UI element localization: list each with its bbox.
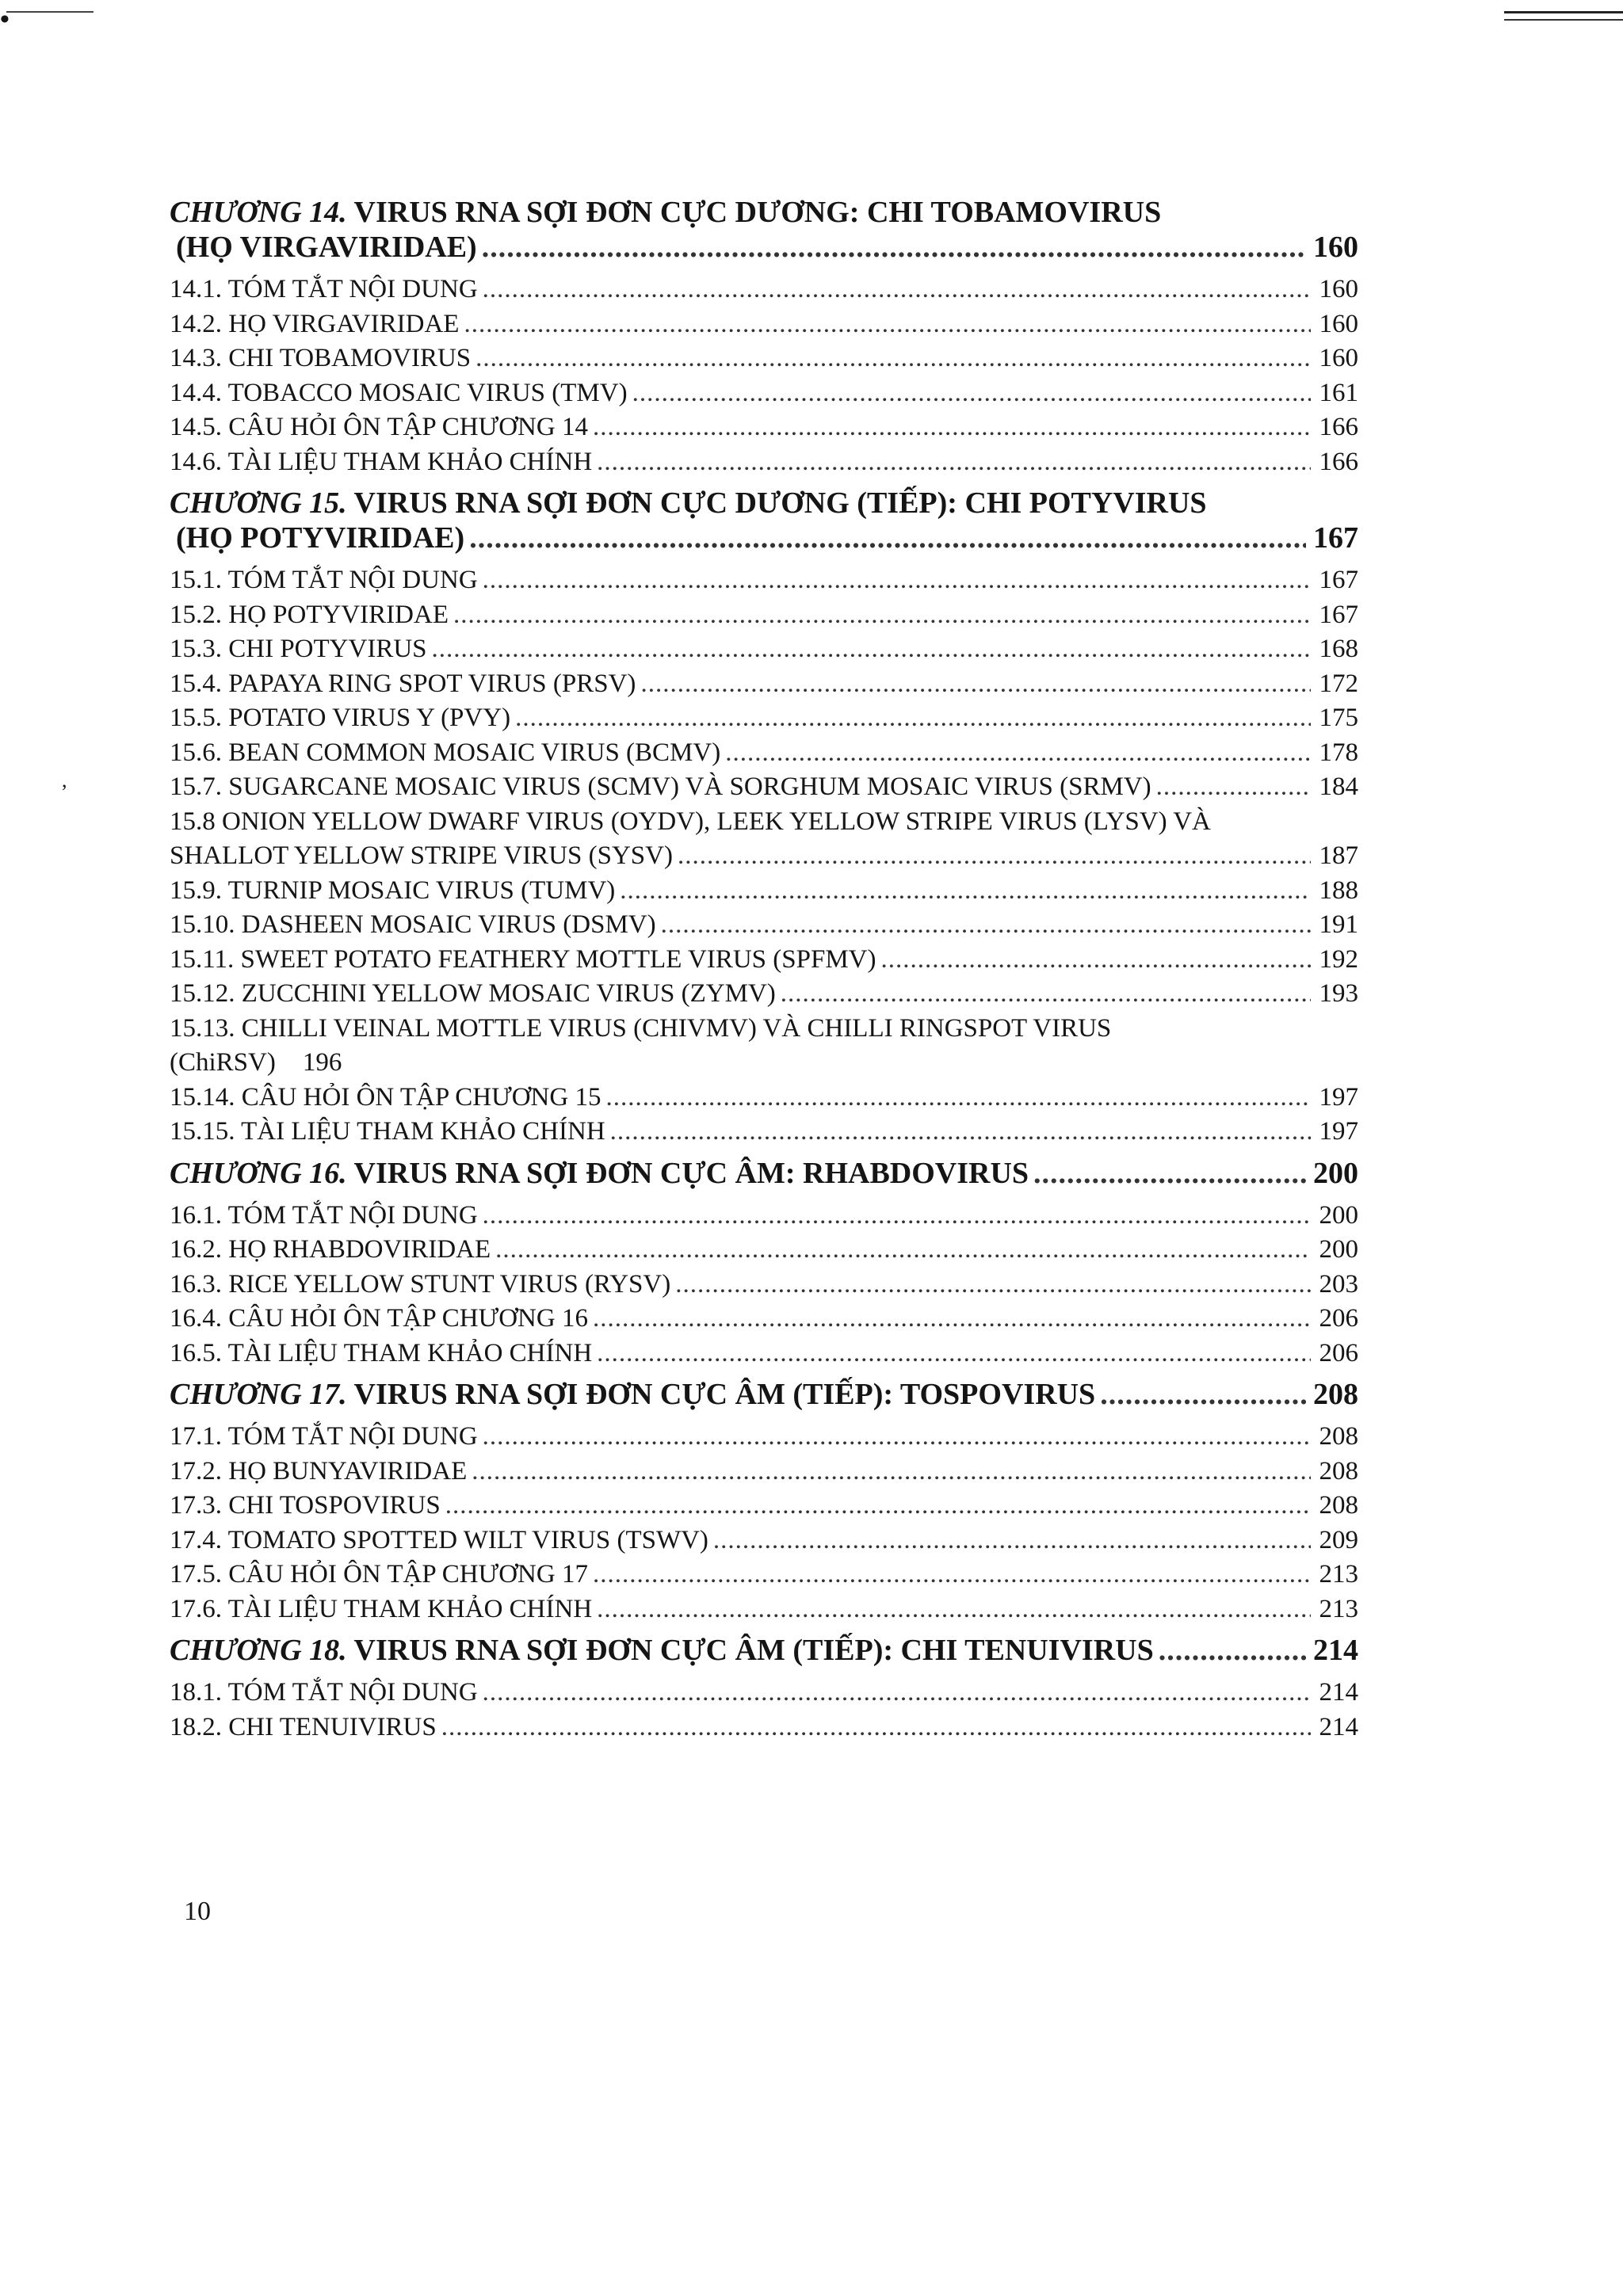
toc-entry-page: 175 <box>1319 704 1358 732</box>
toc-entry[interactable] <box>170 1337 1358 1371</box>
toc-entry-page: 208 <box>1319 1491 1358 1520</box>
chapter-title-continued: (HỌ POTYVIRIDAE) <box>176 521 465 555</box>
toc-entry-title: 14.5. CÂU HỎI ÔN TẬP CHƯƠNG 14 <box>170 413 588 441</box>
dot-leader <box>675 1268 1311 1302</box>
toc-entry-line[interactable] <box>170 1012 1358 1047</box>
toc-entry-title: 14.2. HỌ VIRGAVIRIDAE <box>170 309 460 338</box>
toc-entry-title: 15.14. CÂU HỎI ÔN TẬP CHƯƠNG 15 <box>170 1082 601 1112</box>
toc-entry[interactable] <box>170 667 1358 702</box>
toc-entry-page: 206 <box>1319 1304 1358 1333</box>
toc-entry-page: 167 <box>1319 600 1358 629</box>
chapter-heading[interactable] <box>170 486 1358 555</box>
chapter-section <box>170 486 1358 1150</box>
toc-entry-page: 172 <box>1319 669 1358 698</box>
toc-entry[interactable] <box>170 839 1358 874</box>
dot-leader <box>713 1524 1311 1558</box>
table-of-contents <box>170 195 1358 1745</box>
chapter-title: VIRUS RNA SỢI ĐƠN CỰC ÂM (TIẾP): CHI TENUIVIRUS <box>353 1634 1154 1667</box>
dot-leader <box>1100 1377 1306 1412</box>
dot-leader <box>482 230 1306 265</box>
toc-entry[interactable] <box>170 1489 1358 1524</box>
toc-entry-title: 15.6. BEAN COMMON MOSAIC VIRUS (BCMV) <box>170 738 721 767</box>
toc-entry-page: 213 <box>1319 1594 1358 1623</box>
toc-entry-title: 17.4. TOMATO SPOTTED WILT VIRUS (TSWV) <box>170 1525 708 1554</box>
dot-leader <box>593 410 1311 445</box>
toc-entry-title: 16.2. HỌ RHABDOVIRIDAE <box>170 1235 491 1264</box>
toc-entry[interactable] <box>170 1268 1358 1302</box>
toc-entry[interactable] <box>170 1455 1358 1489</box>
chapter-heading-line <box>170 521 1358 555</box>
dot-leader <box>725 736 1311 771</box>
dot-leader <box>781 977 1311 1012</box>
toc-entry-title: 15.13. CHILLI VEINAL MOTTLE VIRUS (CHIVMV) VÀ CHILLI RINGSPOT VIRUS <box>170 1013 1112 1043</box>
toc-entry[interactable] <box>170 701 1358 736</box>
toc-entry[interactable] <box>170 1420 1358 1455</box>
chapter-title: VIRUS RNA SỢI ĐƠN CỰC DƯƠNG: CHI TOBAMOVIRUS <box>353 196 1162 229</box>
toc-entry-page: 203 <box>1319 1269 1358 1299</box>
toc-entry-title: 15.5. POTATO VIRUS Y (PVY) <box>170 704 511 732</box>
toc-entry-page: 184 <box>1319 772 1358 801</box>
chapter-title: VIRUS RNA SỢI ĐƠN CỰC DƯƠNG (TIẾP): CHI POTYVIRUS <box>353 486 1207 520</box>
page-number: 10 <box>184 1897 211 1926</box>
toc-entry-page: 214 <box>1319 1712 1358 1741</box>
dot-leader <box>445 1489 1311 1524</box>
chapter-heading-line <box>170 230 1358 265</box>
dot-leader <box>678 839 1311 874</box>
chapter-page-number: 208 <box>1313 1378 1358 1411</box>
dot-leader <box>1033 1156 1306 1191</box>
toc-entry[interactable] <box>170 445 1358 480</box>
chapter-title-continued: (HỌ VIRGAVIRIDAE) <box>176 231 477 264</box>
toc-entry-page: 168 <box>1319 635 1358 663</box>
dot-leader <box>469 521 1306 555</box>
toc-entry-title: 14.1. TÓM TẮT NỘI DUNG <box>170 275 478 303</box>
dot-leader <box>495 1233 1311 1268</box>
dot-leader <box>605 1081 1311 1116</box>
toc-entry[interactable] <box>170 1676 1358 1711</box>
toc-entry-page: 208 <box>1319 1456 1358 1486</box>
chapter-title: VIRUS RNA SỢI ĐƠN CỰC ÂM: RHABDOVIRUS <box>353 1156 1029 1190</box>
toc-entry[interactable] <box>170 563 1358 598</box>
toc-entry-title: 16.4. CÂU HỎI ÔN TẬP CHƯƠNG 16 <box>170 1304 588 1333</box>
toc-entry[interactable] <box>170 1558 1358 1592</box>
toc-entry[interactable] <box>170 874 1358 909</box>
toc-entry-title: (ChiRSV) <box>170 1048 276 1077</box>
toc-entry-page: 213 <box>1319 1560 1358 1589</box>
chapter-heading[interactable] <box>170 1377 1358 1412</box>
toc-entry-title: 15.12. ZUCCHINI YELLOW MOSAIC VIRUS (ZYMV) <box>170 979 776 1008</box>
chapter-heading-line <box>170 486 1358 521</box>
toc-entry-title: 14.3. CHI TOBAMOVIRUS <box>170 344 472 372</box>
dot-leader <box>610 1115 1311 1150</box>
toc-entry[interactable] <box>170 307 1358 342</box>
dot-leader <box>597 1337 1311 1371</box>
chapter-heading[interactable] <box>170 1633 1358 1668</box>
dot-leader <box>432 632 1311 667</box>
toc-entry[interactable] <box>170 376 1358 411</box>
dot-leader <box>632 376 1311 411</box>
dot-leader <box>472 1455 1311 1489</box>
toc-entry-title: 17.3. CHI TOSPOVIRUS <box>170 1491 441 1520</box>
toc-entry-page: 188 <box>1319 875 1358 905</box>
toc-entry-page: 187 <box>1319 841 1358 870</box>
toc-entry[interactable] <box>170 598 1358 633</box>
toc-entry-title: 15.1. TÓM TẮT NỘI DUNG <box>170 566 478 594</box>
toc-entry[interactable] <box>170 1524 1358 1558</box>
dot-leader <box>483 1420 1311 1455</box>
dot-leader <box>593 1302 1311 1337</box>
toc-entry-page: 160 <box>1319 275 1358 303</box>
toc-entry-page: 196 <box>302 1048 342 1077</box>
toc-entry-title: 15.2. HỌ POTYVIRIDAE <box>170 600 449 629</box>
chapter-title-group <box>170 1633 1154 1668</box>
toc-entry-page: 206 <box>1319 1338 1358 1367</box>
toc-entry-title: 15.15. TÀI LIỆU THAM KHẢO CHÍNH <box>170 1117 605 1146</box>
toc-entry-page: 197 <box>1319 1082 1358 1112</box>
toc-entry[interactable] <box>170 273 1358 307</box>
chapter-page-number: 200 <box>1313 1156 1358 1190</box>
toc-entry-title: 15.9. TURNIP MOSAIC VIRUS (TUMV) <box>170 875 616 905</box>
toc-entry-page: 191 <box>1319 910 1358 939</box>
chapter-title-group <box>170 1377 1095 1412</box>
chapter-heading-line <box>170 195 1358 230</box>
dot-leader <box>597 1592 1311 1627</box>
toc-entry[interactable] <box>170 341 1358 376</box>
dot-leader <box>597 445 1311 480</box>
toc-entry-title: 17.6. TÀI LIỆU THAM KHẢO CHÍNH <box>170 1594 593 1623</box>
dot-leader <box>593 1558 1311 1592</box>
chapter-section <box>170 1377 1358 1627</box>
chapter-page-number: 214 <box>1313 1634 1358 1667</box>
chapter-heading-line <box>170 1156 1358 1191</box>
toc-entry-page: 161 <box>1319 378 1358 407</box>
toc-entry-page: 160 <box>1319 309 1358 338</box>
toc-entry[interactable] <box>170 1046 1358 1081</box>
toc-entry-page: 167 <box>1319 566 1358 594</box>
scan-margin-mark: , <box>62 769 67 791</box>
toc-entry[interactable] <box>170 770 1358 805</box>
dot-leader <box>483 1676 1311 1711</box>
toc-entry[interactable] <box>170 1115 1358 1150</box>
toc-entry-title: 17.2. HỌ BUNYAVIRIDAE <box>170 1456 468 1486</box>
toc-entry-page: 166 <box>1319 447 1358 476</box>
toc-entry-page: 160 <box>1319 344 1358 372</box>
toc-entry-page: 214 <box>1319 1678 1358 1707</box>
toc-entry-title: 15.3. CHI POTYVIRUS <box>170 635 427 663</box>
toc-entry-page: 208 <box>1319 1422 1358 1451</box>
toc-entry-title: 17.1. TÓM TẮT NỘI DUNG <box>170 1422 478 1451</box>
toc-entry[interactable] <box>170 1302 1358 1337</box>
chapter-heading[interactable] <box>170 195 1358 265</box>
chapter-heading-line <box>170 1633 1358 1668</box>
dot-leader <box>640 667 1311 702</box>
toc-entry-page: 193 <box>1319 979 1358 1008</box>
toc-entry[interactable] <box>170 977 1358 1012</box>
toc-entry-page: 197 <box>1319 1117 1358 1146</box>
toc-entry-title: SHALLOT YELLOW STRIPE VIRUS (SYSV) <box>170 841 673 870</box>
dot-leader <box>441 1711 1311 1745</box>
dot-leader <box>483 563 1311 598</box>
chapter-label: CHƯƠNG 14. <box>170 196 347 229</box>
chapter-label: CHƯƠNG 15. <box>170 486 347 520</box>
toc-entry[interactable] <box>170 736 1358 771</box>
dot-leader <box>661 908 1311 943</box>
toc-entry-title: 18.1. TÓM TẮT NỘI DUNG <box>170 1678 478 1707</box>
dot-leader <box>1156 770 1311 805</box>
toc-entry-title: 15.11. SWEET POTATO FEATHERY MOTTLE VIRUS (SPFMV) <box>170 944 876 974</box>
chapter-page-number: 160 <box>1313 231 1358 264</box>
chapter-section <box>170 195 1358 479</box>
toc-entry[interactable] <box>170 632 1358 667</box>
toc-entry[interactable] <box>170 1711 1358 1745</box>
dot-leader <box>453 598 1311 633</box>
scan-rule-top-right-2 <box>1504 19 1623 21</box>
toc-entry[interactable] <box>170 1199 1358 1234</box>
chapter-heading-line <box>170 1377 1358 1412</box>
dot-leader <box>515 701 1311 736</box>
toc-entry-page: 178 <box>1319 738 1358 767</box>
toc-entry[interactable] <box>170 1592 1358 1627</box>
chapter-label: CHƯƠNG 17. <box>170 1378 347 1411</box>
dot-leader <box>620 874 1311 909</box>
chapter-title: VIRUS RNA SỢI ĐƠN CỰC ÂM (TIẾP): TOSPOVIRUS <box>353 1378 1096 1411</box>
toc-entry-title: 15.4. PAPAYA RING SPOT VIRUS (PRSV) <box>170 669 636 698</box>
toc-entry-page: 166 <box>1319 413 1358 441</box>
toc-entry[interactable] <box>170 410 1358 445</box>
chapter-heading[interactable] <box>170 1156 1358 1191</box>
chapter-title-group <box>170 1156 1029 1191</box>
toc-entry-page: 200 <box>1319 1200 1358 1230</box>
toc-entry-title: 16.3. RICE YELLOW STUNT VIRUS (RYSV) <box>170 1269 671 1299</box>
toc-entry[interactable] <box>170 943 1358 978</box>
dot-leader <box>483 273 1311 307</box>
toc-entry-title: 15.10. DASHEEN MOSAIC VIRUS (DSMV) <box>170 910 656 939</box>
toc-entry[interactable] <box>170 1233 1358 1268</box>
toc-entry-title: 14.6. TÀI LIỆU THAM KHẢO CHÍNH <box>170 447 593 476</box>
scan-mark: • <box>0 5 10 34</box>
chapter-section <box>170 1156 1358 1371</box>
toc-entry-title: 16.1. TÓM TẮT NỘI DUNG <box>170 1200 478 1230</box>
dot-leader <box>1159 1633 1306 1668</box>
toc-entry-title: 15.8 ONION YELLOW DWARF VIRUS (OYDV), LEEK YELLOW STRIPE VIRUS (LYSV) VÀ <box>170 807 1211 836</box>
chapter-label: CHƯƠNG 16. <box>170 1156 347 1190</box>
scan-rule-top-right <box>1504 11 1623 13</box>
chapter-page-number: 167 <box>1313 521 1358 555</box>
toc-entry-title: 18.2. CHI TENUIVIRUS <box>170 1712 437 1741</box>
dot-leader <box>464 307 1311 342</box>
toc-entry-page: 209 <box>1319 1525 1358 1554</box>
toc-entry-line[interactable] <box>170 805 1358 840</box>
toc-entry-title: 16.5. TÀI LIỆU THAM KHẢO CHÍNH <box>170 1338 593 1367</box>
toc-entry-title: 15.7. SUGARCANE MOSAIC VIRUS (SCMV) VÀ SORGHUM MOSAIC VIRUS (SRMV) <box>170 772 1151 801</box>
scan-rule-top-left <box>6 11 94 13</box>
toc-entry-page: 192 <box>1319 944 1358 974</box>
chapter-section <box>170 1633 1358 1745</box>
toc-entry-page: 200 <box>1319 1235 1358 1264</box>
toc-entry-title: 14.4. TOBACCO MOSAIC VIRUS (TMV) <box>170 378 628 407</box>
chapter-label: CHƯƠNG 18. <box>170 1634 347 1667</box>
dot-leader <box>483 1199 1311 1234</box>
toc-entry[interactable] <box>170 908 1358 943</box>
dot-leader <box>475 341 1311 376</box>
toc-entry[interactable] <box>170 1081 1358 1116</box>
dot-leader <box>880 943 1311 978</box>
toc-entry-title: 17.5. CÂU HỎI ÔN TẬP CHƯƠNG 17 <box>170 1560 588 1589</box>
